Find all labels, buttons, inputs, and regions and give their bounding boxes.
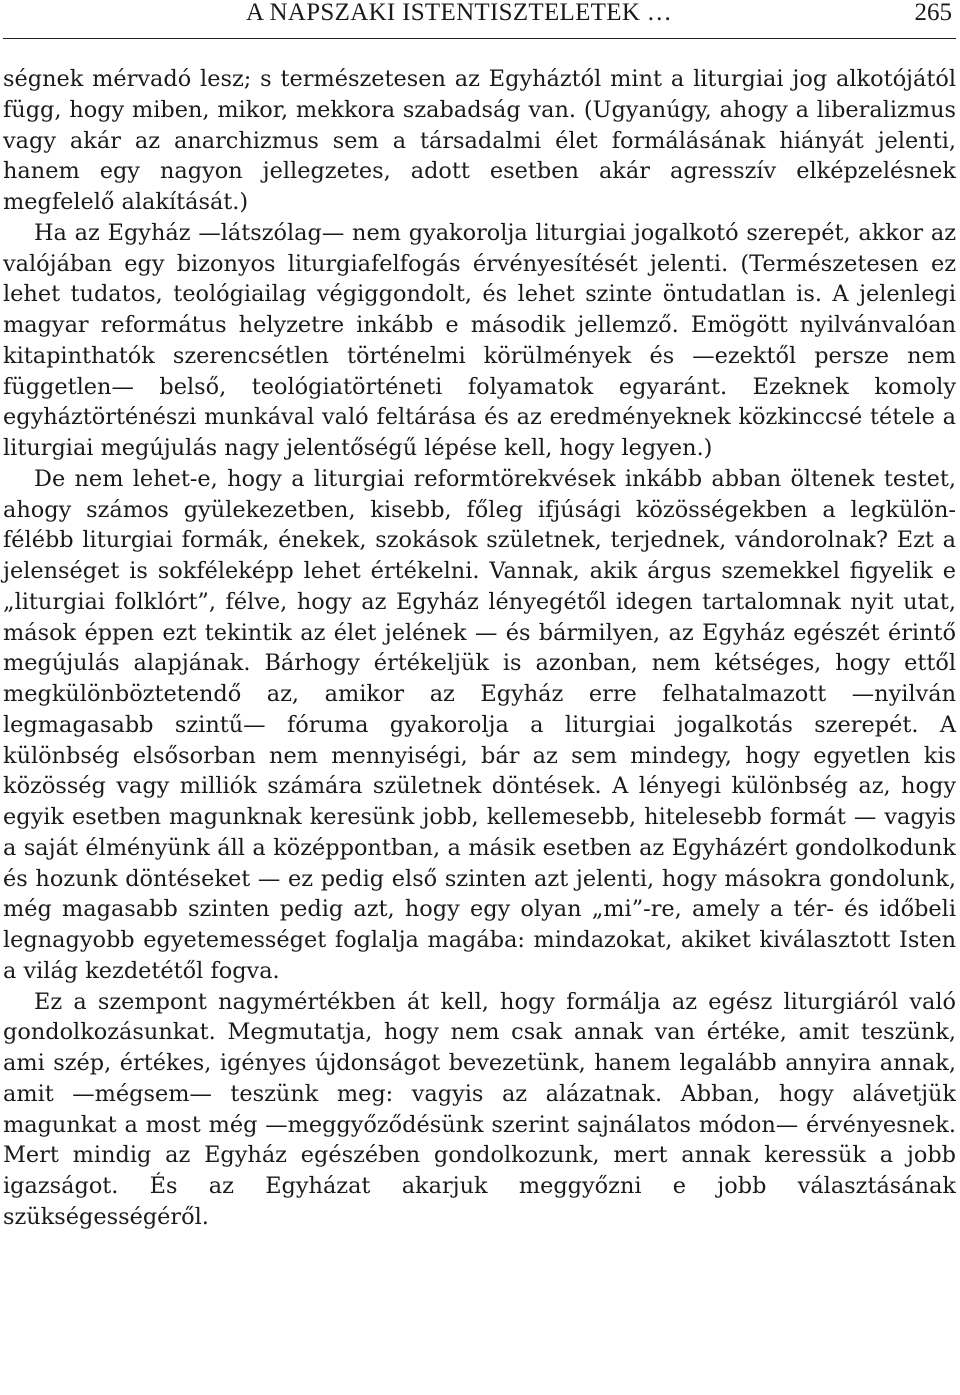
paragraph: ségnek mérvadó lesz; s természetesen az Egyháztól mint a liturgiai jog alkotójától függ, hogy miben, mikor, mekkora szabadság van. (Ugyanúgy, ahogy a liberalizmus vagy akár az anarchizmus sem a társadalmi élet formálásának hiányát jelenti, hanem egy nagyon jellegzetes, adott esetben akár agresszív elképzelésnek megfelelő alakítását.) xyxy=(3,66,956,215)
running-header xyxy=(3,0,956,39)
page-number: 265 xyxy=(914,0,952,26)
paragraph: Ez a szempont nagymértékben át kell, hogy formálja az egész liturgiáról való gondolkozásunkat. Megmutatja, hogy nem csak annak van értéke, amit teszünk, ami szép, értékes, igényes újdonságot bevezetünk, hanem legalább annyira annak, amit —mégsem— teszünk meg: vagyis az alázatnak. Abban, hogy alávetjük magunkat a most még —meggyőződésünk szerint sajnálatos módon— érvényesnek. Mert mindig az Egyház egészében gondolkozunk, mert annak keressük a jobb igazságot. És az Egyházat akarjuk meggyőzni e jobb választásának szükségességéről. xyxy=(3,988,956,1230)
paragraph: De nem lehet-e, hogy a liturgiai reformtörekvések inkább abban öltenek testet, ahogy számos gyülekezetben, kisebb, főleg ifjúsági közösségekben a legkülönfélébb liturgiai formák, énekek, szokások születnek, terjednek, vándorolnak? Ezt a jelenséget is sokféleképp lehet értékelni. Vannak, akik árgus szemekkel figyelik e „liturgiai folklórt”, félve, hogy az Egyház lényegétől idegen tartalomnak nyit utat, mások éppen ezt tekintik az élet jelének — és bármilyen, az Egyház egészét érintő megújulás alapjának. Bárhogy értékeljük is azonban, nem kétséges, hogy ettől megkülönböztetendő az, amikor az Egyház erre felhatalmazott —nyilván legmagasabb szintű— fóruma gyakorolja a liturgiai jogalkotás szerepét. A különbség elsősorban nem mennyiségi, bár az sem mindegy, hogy egyetlen kis közösség vagy milliók számára születnek döntések. A lényegi különbség az, hogy egyik esetben magunknak keresünk jobb, kellemesebb, hitelesebb formát — vagyis a saját élményünk áll a középpontban, a másik esetben az Egyházért gondolkodunk és hozunk döntéseket — ez pedig első szinten azt jelenti, hogy másokra gondolunk, még magasabb szinten pedig azt, hogy egy olyan „mi”-re, amely a tér- és időbeli legnagyobb egyetemességet foglalja magába: mindazokat, akiket kiválasztott Isten a világ kezdetétől fogva. xyxy=(3,465,956,984)
body-text xyxy=(3,64,956,1233)
paragraph: Ha az Egyház —látszólag— nem gyakorolja liturgiai jogalkotó szerepét, akkor az valójában egy bizonyos liturgiafelfogás érvényesítését jelenti. (Természetesen ez lehet tudatos, teológiailag végiggondolt, és lehet szinte öntudatlan is. A jelenlegi magyar református helyzetre inkább e második jellemző. Emögött nyilvánvalóan kitapinthatók szerencsétlen történelmi körülmények és —ezektől persze nem független— belső, teológiatörténeti folyamatok egyaránt. Ezeknek komoly egyháztörténészi munkával való feltárása és az eredményeknek közkinccsé tétele a liturgiai megújulás nagy jelentőségű lépése kell, hogy legyen.) xyxy=(3,219,956,461)
running-title: A NAPSZAKI ISTENTISZTELETEK … xyxy=(246,0,673,26)
